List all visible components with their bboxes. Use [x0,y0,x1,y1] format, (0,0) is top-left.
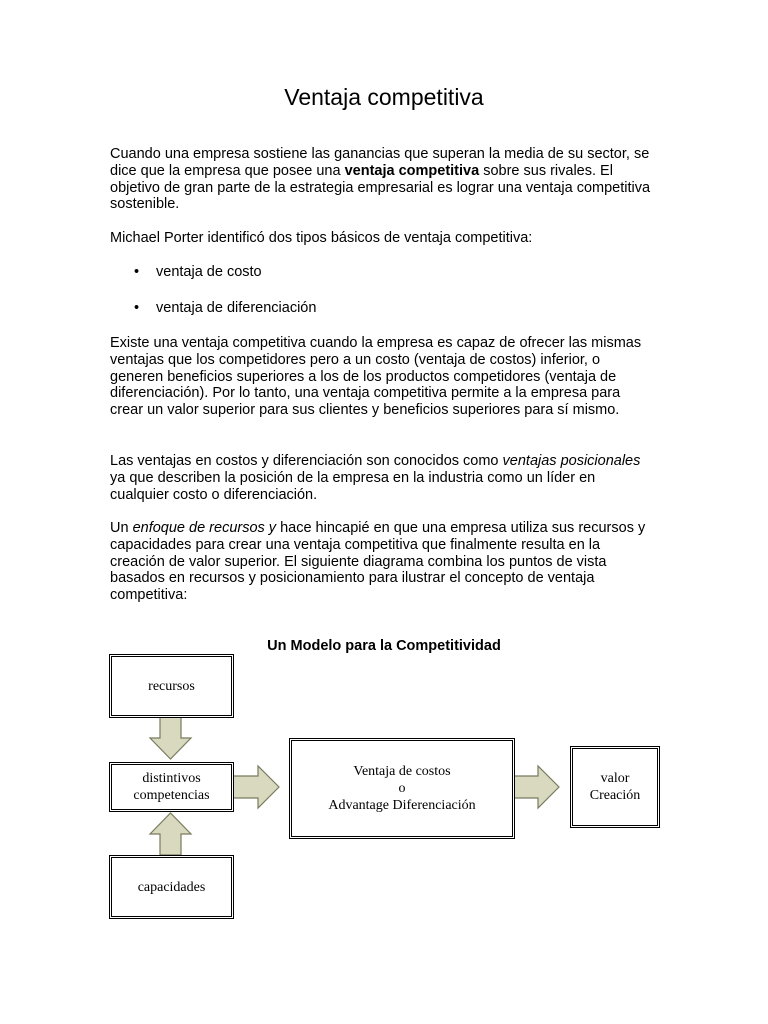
box-valor-creacion [570,746,660,828]
list-item [134,264,262,281]
resources-text-1: Un [110,520,133,536]
bullet-icon: • [134,300,140,316]
intro-bold-term: ventaja competitiva [344,162,480,179]
paragraph-positional [110,453,655,503]
arrow-right-icon [233,766,279,808]
paragraph-intro [110,146,655,213]
box-label: recursos [148,678,195,694]
intro-text-1: Cuando una empresa sostiene las ganancias que superan la media de su sector, se dice que la empresa que posee una [110,146,650,179]
arrow-up-icon [150,813,191,855]
box-distintivos-competencias [109,762,234,812]
page-title: Ventaja competitiva [284,84,484,110]
bullet-icon: • [134,264,140,280]
arrow-down-icon [150,717,191,759]
paragraph-porter: Michael Porter identificó dos tipos básicos de ventaja competitiva: [110,230,533,246]
positional-italic-term: ventajas posicionales [502,453,641,469]
arrow-right-icon [514,766,559,808]
box-capacidades [109,855,234,919]
box-recursos [109,654,234,718]
box-label: distintivos competencias [133,771,210,803]
positional-text-2: ya que describen la posición de la empresa en la industria como un líder en cualquier costo o diferenciación. [110,469,596,503]
paragraph-definition: Existe una ventaja competitiva cuando la empresa es capaz de ofrecer las mismas ventajas que los competidores pero a un costo (ventaja de costos) inferior, o generen beneficios superiores a los de los productos competidores (ventaja de diferenciación). Por lo tanto, una ventaja competitiva permite a la empresa para crear un valor superior para sus clientes y beneficios superiores para sí mismo. [110,335,642,419]
box-label: Ventaja de costos o Advantage Diferenciación [328,764,476,813]
diagram-title: Un Modelo para la Competitividad [267,638,501,654]
paragraph-resources [110,520,655,604]
intro-text-2: sobre sus rivales. El objetivo de gran parte de la estrategia empresarial es lograr una ventaja competitiva sostenible. [110,162,651,213]
list-item-text: ventaja de costo [156,264,262,280]
list-item-text: ventaja de diferenciación [156,300,317,316]
positional-text-1: Las ventajas en costos y diferenciación son conocidos como [110,453,503,469]
resources-italic-term: enfoque de recursos y [132,520,277,536]
box-label: valor Creación [589,771,641,803]
resources-text-2: hace hincapié en que una empresa utiliza sus recursos y capacidades para crear una ventaja competitiva que finalmente resulta en la creación de valor superior. El siguiente diagrama combina los puntos de vista basados en recursos y posicionamiento para ilustrar el concepto de ventaja competitiva: [110,520,646,604]
box-label: capacidades [137,879,206,895]
box-ventaja [289,738,515,839]
list-item [134,300,316,317]
